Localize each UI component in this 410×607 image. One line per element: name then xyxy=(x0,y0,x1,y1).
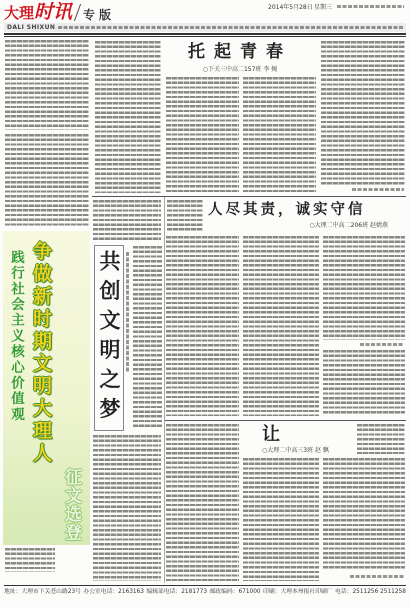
footer-office-phone: 办公室电话：2163163 xyxy=(83,589,144,595)
footer-editorial-phone: 编辑部电话：2181773 xyxy=(146,589,208,595)
article-2-body xyxy=(243,236,319,416)
article-byline-1: ○下关三中高二157班 李 婉 xyxy=(202,66,278,73)
article-2-body xyxy=(167,200,203,232)
footer-rule xyxy=(4,585,406,586)
article-title-1: 托起青春 xyxy=(188,42,292,62)
article-4-body xyxy=(166,424,239,581)
masthead-logo xyxy=(4,1,72,24)
article-2-body xyxy=(166,236,239,416)
article-3-body xyxy=(93,435,161,581)
article-3-body xyxy=(133,246,162,428)
column-divider xyxy=(164,197,165,583)
editor-credit-text xyxy=(337,5,404,8)
footer-printer-phone: 电话：2511256 2511258 xyxy=(335,589,406,595)
left-column-text xyxy=(5,134,89,228)
header-rule-thin xyxy=(4,36,406,37)
footer-info xyxy=(4,589,406,596)
article-1-author-note xyxy=(352,188,404,191)
article-title-3: 共创文明之梦 xyxy=(97,250,122,427)
organizer-text xyxy=(5,548,55,572)
article-3-byline-text xyxy=(126,252,129,372)
article-title-4: 让 xyxy=(262,424,280,445)
section-label: 专版 xyxy=(83,8,116,22)
article-2-body xyxy=(323,236,405,340)
section-divider xyxy=(165,420,406,421)
article-byline-4: ○大理二中高三3班 赵 飘 xyxy=(262,447,329,454)
banner-label: 征文选登 xyxy=(61,468,81,542)
footer-printer: 印刷：大理本州报社印刷厂 xyxy=(263,589,333,595)
article-4-author-note xyxy=(350,575,405,578)
banner-slogan-2: 争做新时期文明大理人 xyxy=(30,241,52,465)
masthead-divider xyxy=(74,4,81,21)
article-1-body xyxy=(243,77,316,193)
header-rule xyxy=(4,33,406,35)
article-3-body xyxy=(93,200,161,242)
footer-address: 地址：大理市下关苍山路23号 xyxy=(4,589,81,595)
masthead-english: DALI SHIXUN xyxy=(7,23,56,31)
issue-weekday: 星期三 xyxy=(314,4,333,11)
article-1-body xyxy=(166,77,239,193)
article-1-body xyxy=(321,41,405,185)
banner-slogan-1: 践行社会主义核心价值观 xyxy=(8,250,24,423)
article-2-body xyxy=(323,350,405,416)
article-title-2: 人尽其责，诚实守信 xyxy=(208,201,366,218)
article-4-body xyxy=(357,424,405,454)
article-byline-2: ○大理二中高二206班 赵婧燕 xyxy=(309,222,388,229)
masthead-logo-part-2: 时讯 xyxy=(34,1,73,23)
article-4-body xyxy=(243,458,319,581)
masthead-logo-part-1: 大理 xyxy=(4,4,35,22)
article-2-author-note xyxy=(360,343,404,346)
article-4-body xyxy=(323,458,405,570)
section-divider xyxy=(92,196,406,197)
left-column-text xyxy=(5,40,89,130)
article-1-body xyxy=(95,41,161,193)
footer-postcode: 邮政编码：671000 xyxy=(209,589,261,595)
issue-date: 2014年5月28日 xyxy=(268,4,313,11)
hotline-info-text xyxy=(58,26,404,29)
